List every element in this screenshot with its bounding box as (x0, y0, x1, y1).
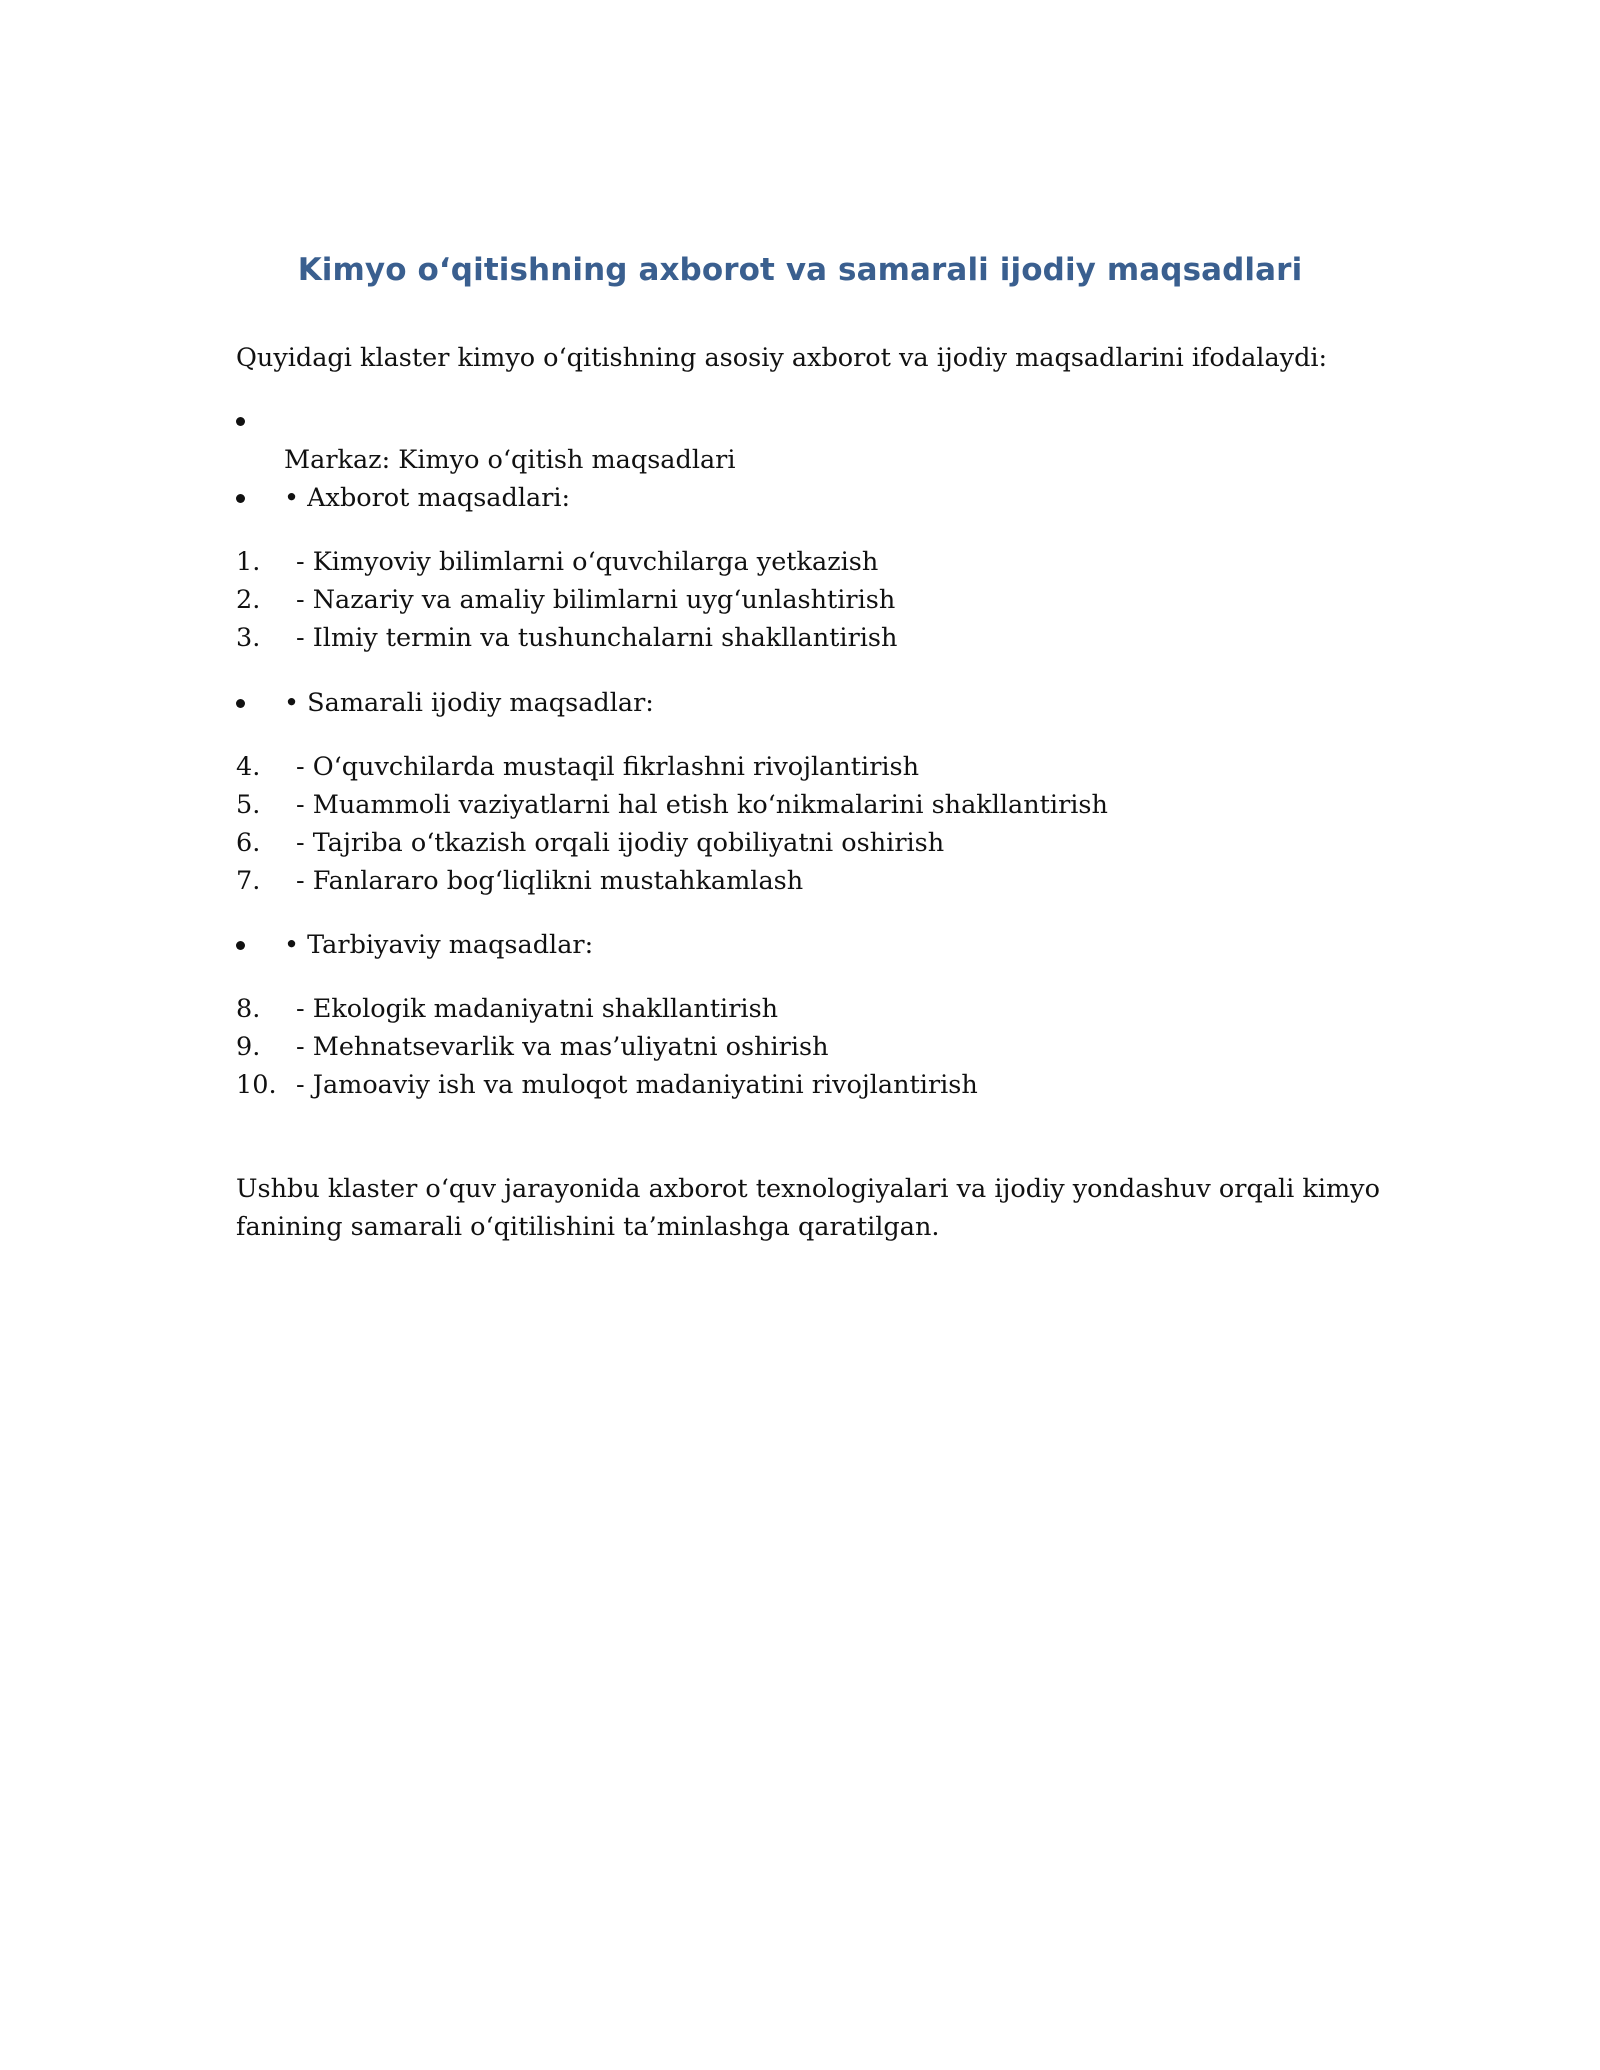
bullet-marker (236, 941, 245, 950)
list-item: - Nazariy va amaliy bilimlarni uyg‘unlashtirish (296, 585, 896, 615)
intro-paragraph: Quyidagi klaster kimyo o‘qitishning asosiy axborot va ijodiy maqsadlarini ifodalaydi: (236, 343, 1328, 373)
document-title: Kimyo o‘qitishning axborot va samarali ijodiy maqsadlari (297, 252, 1303, 288)
list-item: - O‘quvchilarda mustaqil fikrlashni rivojlantirish (296, 752, 920, 782)
list-number: 6. (236, 828, 261, 858)
conclusion-paragraph (236, 1170, 1386, 1246)
list-item: - Tajriba o‘tkazish orqali ijodiy qobiliyatni oshirish (296, 828, 945, 858)
list-number: 4. (236, 752, 261, 782)
list-item: - Fanlararo bog‘liqlikni mustahkamlash (296, 866, 804, 896)
center-label: Markaz: Kimyo o‘qitish maqsadlari (284, 445, 736, 475)
list-number: 8. (236, 994, 261, 1024)
list-item: - Kimyoviy bilimlarni o‘quvchilarga yetkazish (296, 547, 879, 577)
list-number: 7. (236, 866, 261, 896)
bullet-marker (236, 417, 245, 426)
list-item: - Mehnatsevarlik va mas’uliyatni oshirish (296, 1032, 829, 1062)
list-number: 3. (236, 623, 261, 653)
list-number: 10. (236, 1070, 277, 1100)
bullet-marker (236, 699, 245, 708)
list-number: 1. (236, 547, 261, 577)
list-item: - Jamoaviy ish va muloqot madaniyatini rivojlantirish (296, 1070, 978, 1100)
list-number: 9. (236, 1032, 261, 1062)
list-number: 2. (236, 585, 261, 615)
list-number: 5. (236, 790, 261, 820)
list-item: - Muammoli vaziyatlarni hal etish ko‘nikmalarini shakllantirish (296, 790, 1108, 820)
conclusion-line: fanining samarali o‘qitilishini ta’minlashga qaratilgan. (236, 1212, 940, 1242)
conclusion-line: Ushbu klaster o‘quv jarayonida axborot texnologiyalari va ijodiy yondashuv orqali kimyo (236, 1174, 1380, 1204)
bullet-marker (236, 494, 245, 503)
group-heading: • Samarali ijodiy maqsadlar: (284, 688, 654, 718)
list-item: - Ekologik madaniyatni shakllantirish (296, 994, 779, 1024)
group-heading: • Axborot maqsadlari: (284, 483, 571, 513)
list-item: - Ilmiy termin va tushunchalarni shakllantirish (296, 623, 898, 653)
group-heading: • Tarbiyaviy maqsadlar: (284, 930, 594, 960)
